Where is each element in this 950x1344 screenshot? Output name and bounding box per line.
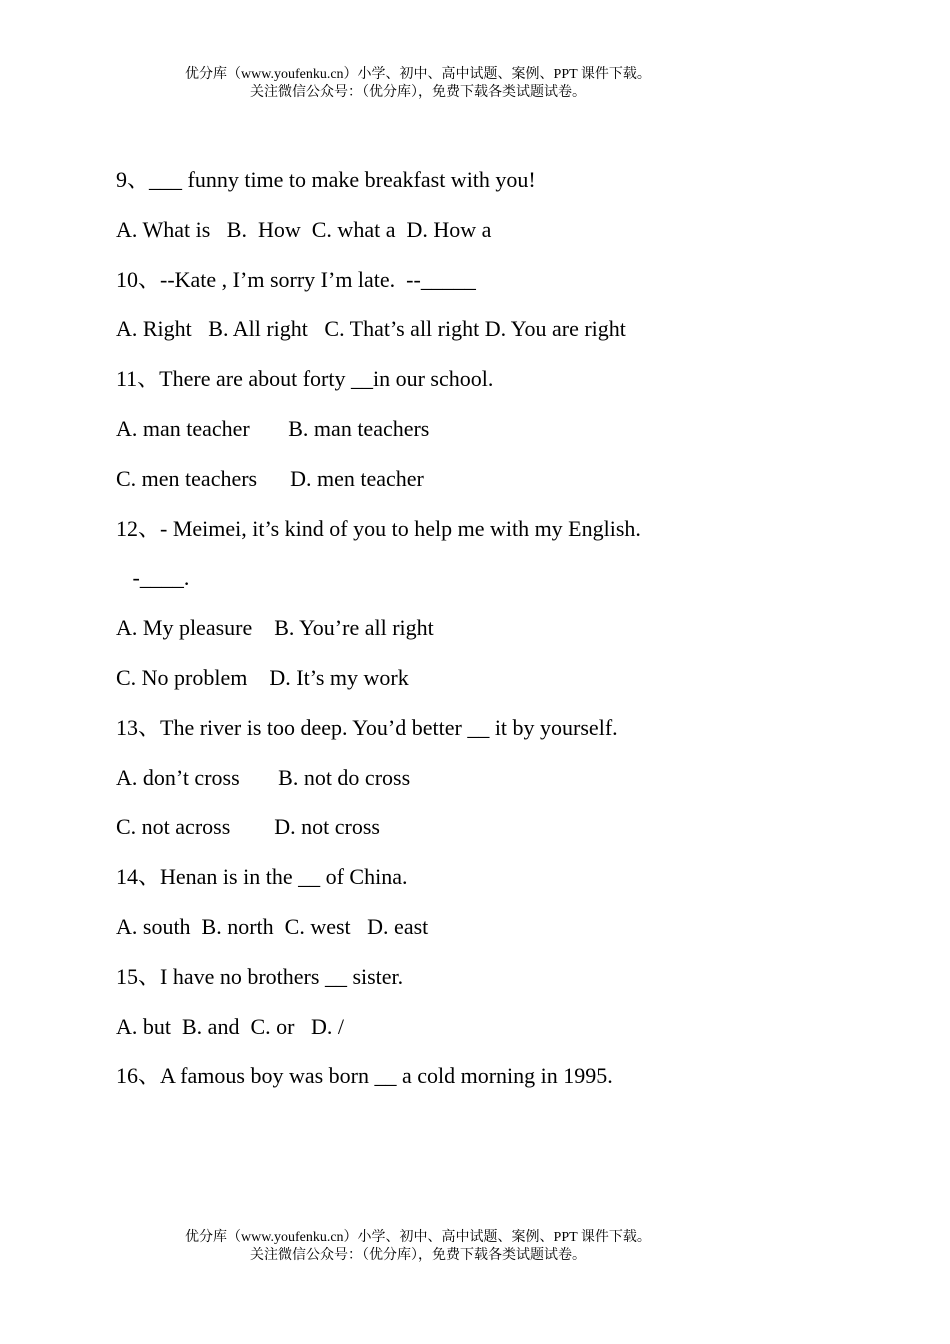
question-12-reply: -____. <box>116 565 190 591</box>
question-9: 9、___ funny time to make breakfast with you! <box>116 167 536 192</box>
question-list <box>116 163 896 1109</box>
question-10: 10、--Kate , I’m sorry I’m late. --_____ <box>116 266 476 292</box>
question-12-options-ab: A. My pleasure B. You’re all right <box>116 615 434 641</box>
question-16: 16、A famous boy was born __ a cold morning in 1995. <box>116 1063 613 1089</box>
question-11-options-cd: C. men teachers D. men teacher <box>116 465 424 491</box>
question-15: 15、I have no brothers __ sister. <box>116 963 404 989</box>
footer-line-2: 关注微信公众号：（优分库），免费下载各类试题试卷。 <box>250 1248 586 1263</box>
footer-line-1: 优分库（www.youfenku.cn）小学、初中、高中试题、案例、PPT 课件下载。 <box>185 1230 651 1245</box>
question-11: 11、There are about forty __in our school. <box>116 366 494 392</box>
question-12: 12、- Meimei, it’s kind of you to help me with my English. <box>116 515 641 541</box>
question-11-options-ab: A. man teacher B. man teachers <box>116 415 430 441</box>
page-header <box>0 66 836 102</box>
question-10-options: A. Right B. All right C. That’s all right D. You are right <box>116 316 626 342</box>
header-line-1: 优分库（www.youfenku.cn）小学、初中、高中试题、案例、PPT 课件下载。 <box>185 67 651 82</box>
question-13: 13、The river is too deep. You’d better __ it by yourself. <box>116 714 618 740</box>
question-13-options-ab: A. don’t cross B. not do cross <box>116 764 411 790</box>
header-line-2: 关注微信公众号：（优分库），免费下载各类试题试卷。 <box>250 85 586 100</box>
question-14-options: A. south B. north C. west D. east <box>116 913 429 939</box>
question-13-options-cd: C. not across D. not cross <box>116 814 380 840</box>
question-14: 14、Henan is in the __ of China. <box>116 864 408 890</box>
question-12-options-cd: C. No problem D. It’s my work <box>116 664 409 690</box>
page-footer <box>0 1229 836 1265</box>
question-15-options: A. but B. and C. or D. / <box>116 1013 344 1039</box>
question-9-options: A. What is B. How C. what a D. How a <box>116 216 492 242</box>
